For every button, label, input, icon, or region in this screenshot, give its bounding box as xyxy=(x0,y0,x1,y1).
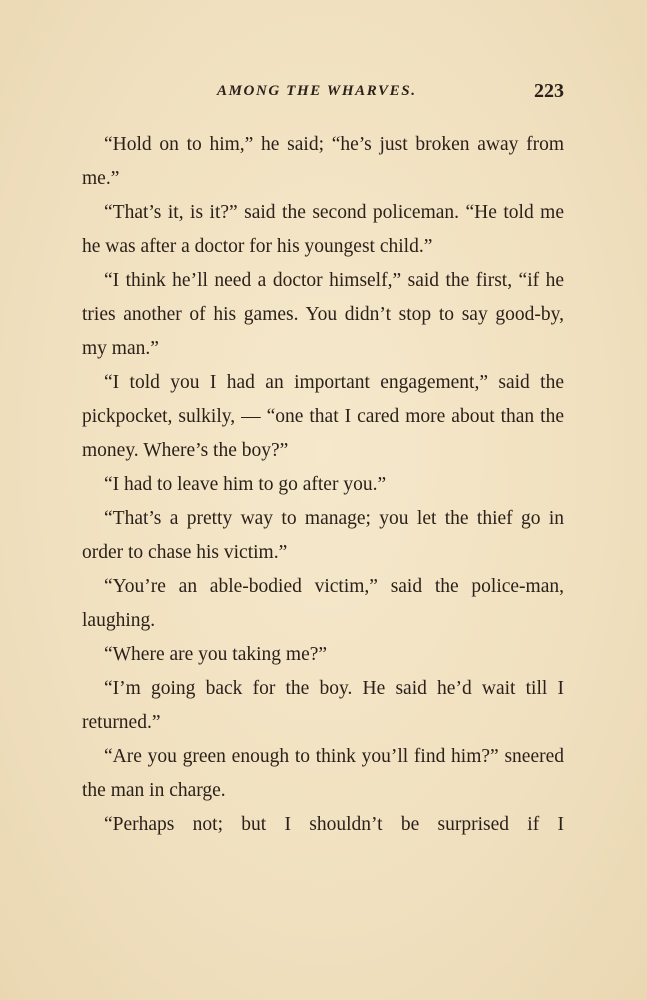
paragraph: “I told you I had an important engagement,” said the pickpocket, sulkily, — “one that I cared more about than the money. Where’s the boy?” xyxy=(82,372,564,461)
paragraph: “Perhaps not; but I shouldn’t be surprised if I xyxy=(104,814,564,835)
paragraph: “Are you green enough to think you’ll find him?” sneered the man in charge. xyxy=(82,746,564,801)
running-head: AMONG THE WHARVES. xyxy=(217,83,417,99)
paragraph: “That’s a pretty way to manage; you let the thief go in order to chase his victim.” xyxy=(82,508,564,563)
page-number: 223 xyxy=(534,80,564,102)
page-header xyxy=(82,80,564,107)
body-text xyxy=(82,128,564,842)
paragraph: “Where are you taking me?” xyxy=(104,644,328,665)
paragraph: “Hold on to him,” he said; “he’s just broken away from me.” xyxy=(82,134,564,189)
paragraph: “I think he’ll need a doctor himself,” said the first, “if he tries another of his games. You didn’t stop to say good-by, my man.” xyxy=(82,270,564,359)
paragraph: “I had to leave him to go after you.” xyxy=(104,474,387,495)
paragraph: “You’re an able-bodied victim,” said the police-man, laughing. xyxy=(82,576,564,631)
paragraph: “I’m going back for the boy. He said he’d wait till I returned.” xyxy=(82,678,564,733)
paragraph: “That’s it, is it?” said the second policeman. “He told me he was after a doctor for his youngest child.” xyxy=(82,202,564,257)
